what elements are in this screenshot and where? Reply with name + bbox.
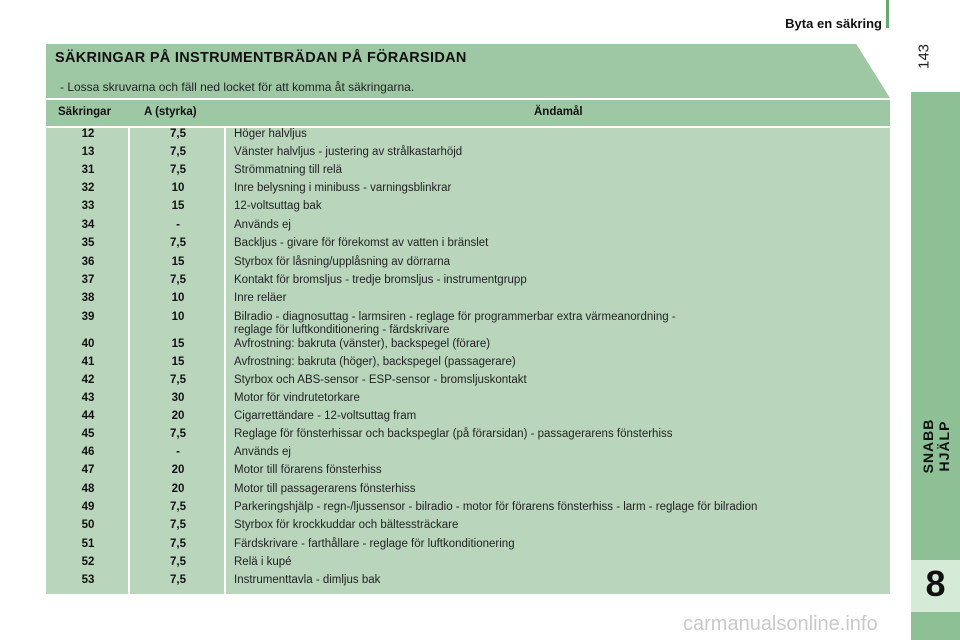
fuse-purpose: 12-voltsuttag bak (234, 200, 322, 212)
table-row (46, 574, 890, 592)
fuse-amperage: 20 (171, 410, 185, 422)
fuse-purpose: Inre belysning i minibuss - varningsblinkrar (234, 182, 452, 194)
fuse-number: 46 (81, 446, 95, 458)
fuse-number: 49 (81, 501, 95, 513)
table-row (46, 274, 890, 292)
chapter-side-tab (911, 92, 960, 640)
fuse-number: 37 (81, 274, 95, 286)
fuse-number: 13 (81, 146, 95, 158)
fuse-amperage: 20 (171, 464, 185, 476)
fuse-number: 48 (81, 483, 95, 495)
fuse-amperage: 7,5 (170, 428, 186, 440)
page-header-title: Byta en säkring (785, 16, 882, 31)
fuse-amperage: 7,5 (170, 164, 186, 176)
table-row (46, 556, 890, 574)
fuse-purpose: Höger halvljus (234, 128, 307, 140)
table-row (46, 182, 890, 200)
table-row (46, 538, 890, 556)
fuse-number: 53 (81, 574, 95, 586)
fuse-number: 35 (81, 237, 95, 249)
fuse-purpose: Styrbox för låsning/upplåsning av dörrarna (234, 256, 451, 268)
fuse-purpose: Cigarrettändare - 12-voltsuttag fram (234, 410, 417, 422)
table-row (46, 146, 890, 164)
fuse-number: 32 (81, 182, 95, 194)
fuse-number: 36 (81, 256, 95, 268)
fuse-number: 50 (81, 519, 95, 531)
fuse-number: 47 (81, 464, 95, 476)
fuse-amperage: 7,5 (170, 237, 186, 249)
fuse-purpose: Backljus - givare för förekomst av vatten i bränslet (234, 237, 489, 249)
fuse-amperage: 15 (171, 338, 185, 350)
fuse-amperage: - (176, 219, 180, 231)
table-row (46, 256, 890, 274)
fuse-amperage: 7,5 (170, 574, 186, 586)
table-row (46, 311, 890, 336)
fuse-amperage: 10 (171, 311, 185, 323)
table-row (46, 128, 890, 146)
table-row (46, 428, 890, 446)
fuse-amperage: 7,5 (170, 374, 186, 386)
table-row (46, 483, 890, 501)
table-row (46, 338, 890, 356)
table-row (46, 292, 890, 310)
watermark: carmanualsonline.info (683, 613, 878, 635)
fuse-purpose: Vänster halvljus - justering av strålkastarhöjd (234, 146, 463, 158)
fuse-purpose: Strömmatning till relä (234, 164, 343, 176)
fuse-number: 45 (81, 428, 95, 440)
section-title: SÄKRINGAR PÅ INSTRUMENTBRÄDAN PÅ FÖRARSIDAN (55, 50, 467, 66)
fuse-number: 43 (81, 392, 95, 404)
fuse-amperage: 15 (171, 200, 185, 212)
fuse-purpose: Färdskrivare - farthållare - reglage för luftkonditionering (234, 538, 515, 550)
fuse-purpose: Bilradio - diagnosuttag - larmsiren - reglage för programmerbar extra värmeanordning - reglage för luftkonditionering - färdskrivare (234, 311, 676, 336)
chapter-side-label: SNABB HJÄLP (920, 418, 952, 474)
fuse-number: 52 (81, 556, 95, 568)
fuse-amperage: 7,5 (170, 274, 186, 286)
fuse-amperage: 7,5 (170, 538, 186, 550)
table-row (46, 164, 890, 182)
table-row (46, 356, 890, 374)
fuse-amperage: 15 (171, 256, 185, 268)
fuse-number: 33 (81, 200, 95, 212)
fuse-purpose: Avfrostning: bakruta (vänster), backspegel (förare) (234, 338, 491, 350)
fuse-number: 39 (81, 311, 95, 323)
table-row (46, 446, 890, 464)
fuse-amperage: - (176, 446, 180, 458)
fuse-purpose: Motor till passagerarens fönsterhiss (234, 483, 416, 495)
fuse-number: 12 (81, 128, 95, 140)
table-row (46, 219, 890, 237)
section-instruction: - Lossa skruvarna och fäll ned locket för att komma åt säkringarna. (60, 80, 415, 94)
fuse-purpose: Reglage för fönsterhissar och backspeglar (på förarsidan) - passagerarens fönsterhiss (234, 428, 673, 440)
fuse-purpose: Instrumenttavla - dimljus bak (234, 574, 381, 586)
table-row (46, 237, 890, 255)
fuse-number: 34 (81, 219, 95, 231)
fuse-amperage: 7,5 (170, 146, 186, 158)
column-header-purpose: Ändamål (534, 106, 583, 118)
chapter-number: 8 (925, 563, 946, 604)
fuse-number: 31 (81, 164, 95, 176)
fuse-purpose: Inre reläer (234, 292, 287, 304)
fuse-amperage: 10 (171, 292, 185, 304)
fuse-number: 41 (81, 356, 95, 368)
fuse-number: 40 (81, 338, 95, 350)
fuse-purpose: Motor till förarens fönsterhiss (234, 464, 382, 476)
table-row (46, 519, 890, 537)
fuse-amperage: 10 (171, 182, 185, 194)
fuse-amperage: 7,5 (170, 556, 186, 568)
table-row (46, 392, 890, 410)
fuse-purpose: Styrbox och ABS-sensor - ESP-sensor - bromsljuskontakt (234, 374, 527, 386)
fuse-amperage: 30 (171, 392, 185, 404)
page-number: 143 (915, 43, 933, 70)
fuse-purpose: Används ej (234, 446, 291, 458)
column-header-fuse: Säkringar (58, 106, 112, 118)
column-header-amperage: A (styrka) (144, 106, 197, 118)
header-accent-line (886, 0, 889, 28)
fuse-purpose: Relä i kupé (234, 556, 292, 568)
fuse-purpose: Parkeringshjälp - regn-/ljussensor - bilradio - motor för förarens fönsterhiss - larm - reglage för bilradion (234, 501, 758, 513)
table-row (46, 200, 890, 218)
table-row (46, 501, 890, 519)
fuse-purpose: Motor för vindrutetorkare (234, 392, 360, 404)
fuse-purpose: Kontakt för bromsljus - tredje bromsljus - instrumentgrupp (234, 274, 527, 286)
fuse-number: 51 (81, 538, 95, 550)
fuse-amperage: 7,5 (170, 519, 186, 531)
table-row (46, 410, 890, 428)
fuse-amperage: 15 (171, 356, 185, 368)
fuse-amperage: 20 (171, 483, 185, 495)
fuse-purpose: Avfrostning: bakruta (höger), backspegel (passagerare) (234, 356, 516, 368)
fuse-amperage: 7,5 (170, 501, 186, 513)
table-row (46, 374, 890, 392)
fuse-number: 44 (81, 410, 95, 422)
fuse-amperage: 7,5 (170, 128, 186, 140)
table-row (46, 464, 890, 482)
fuse-purpose: Används ej (234, 219, 291, 231)
fuse-number: 38 (81, 292, 95, 304)
fuse-purpose: Styrbox för krockkuddar och bältessträckare (234, 519, 459, 531)
fuse-number: 42 (81, 374, 95, 386)
